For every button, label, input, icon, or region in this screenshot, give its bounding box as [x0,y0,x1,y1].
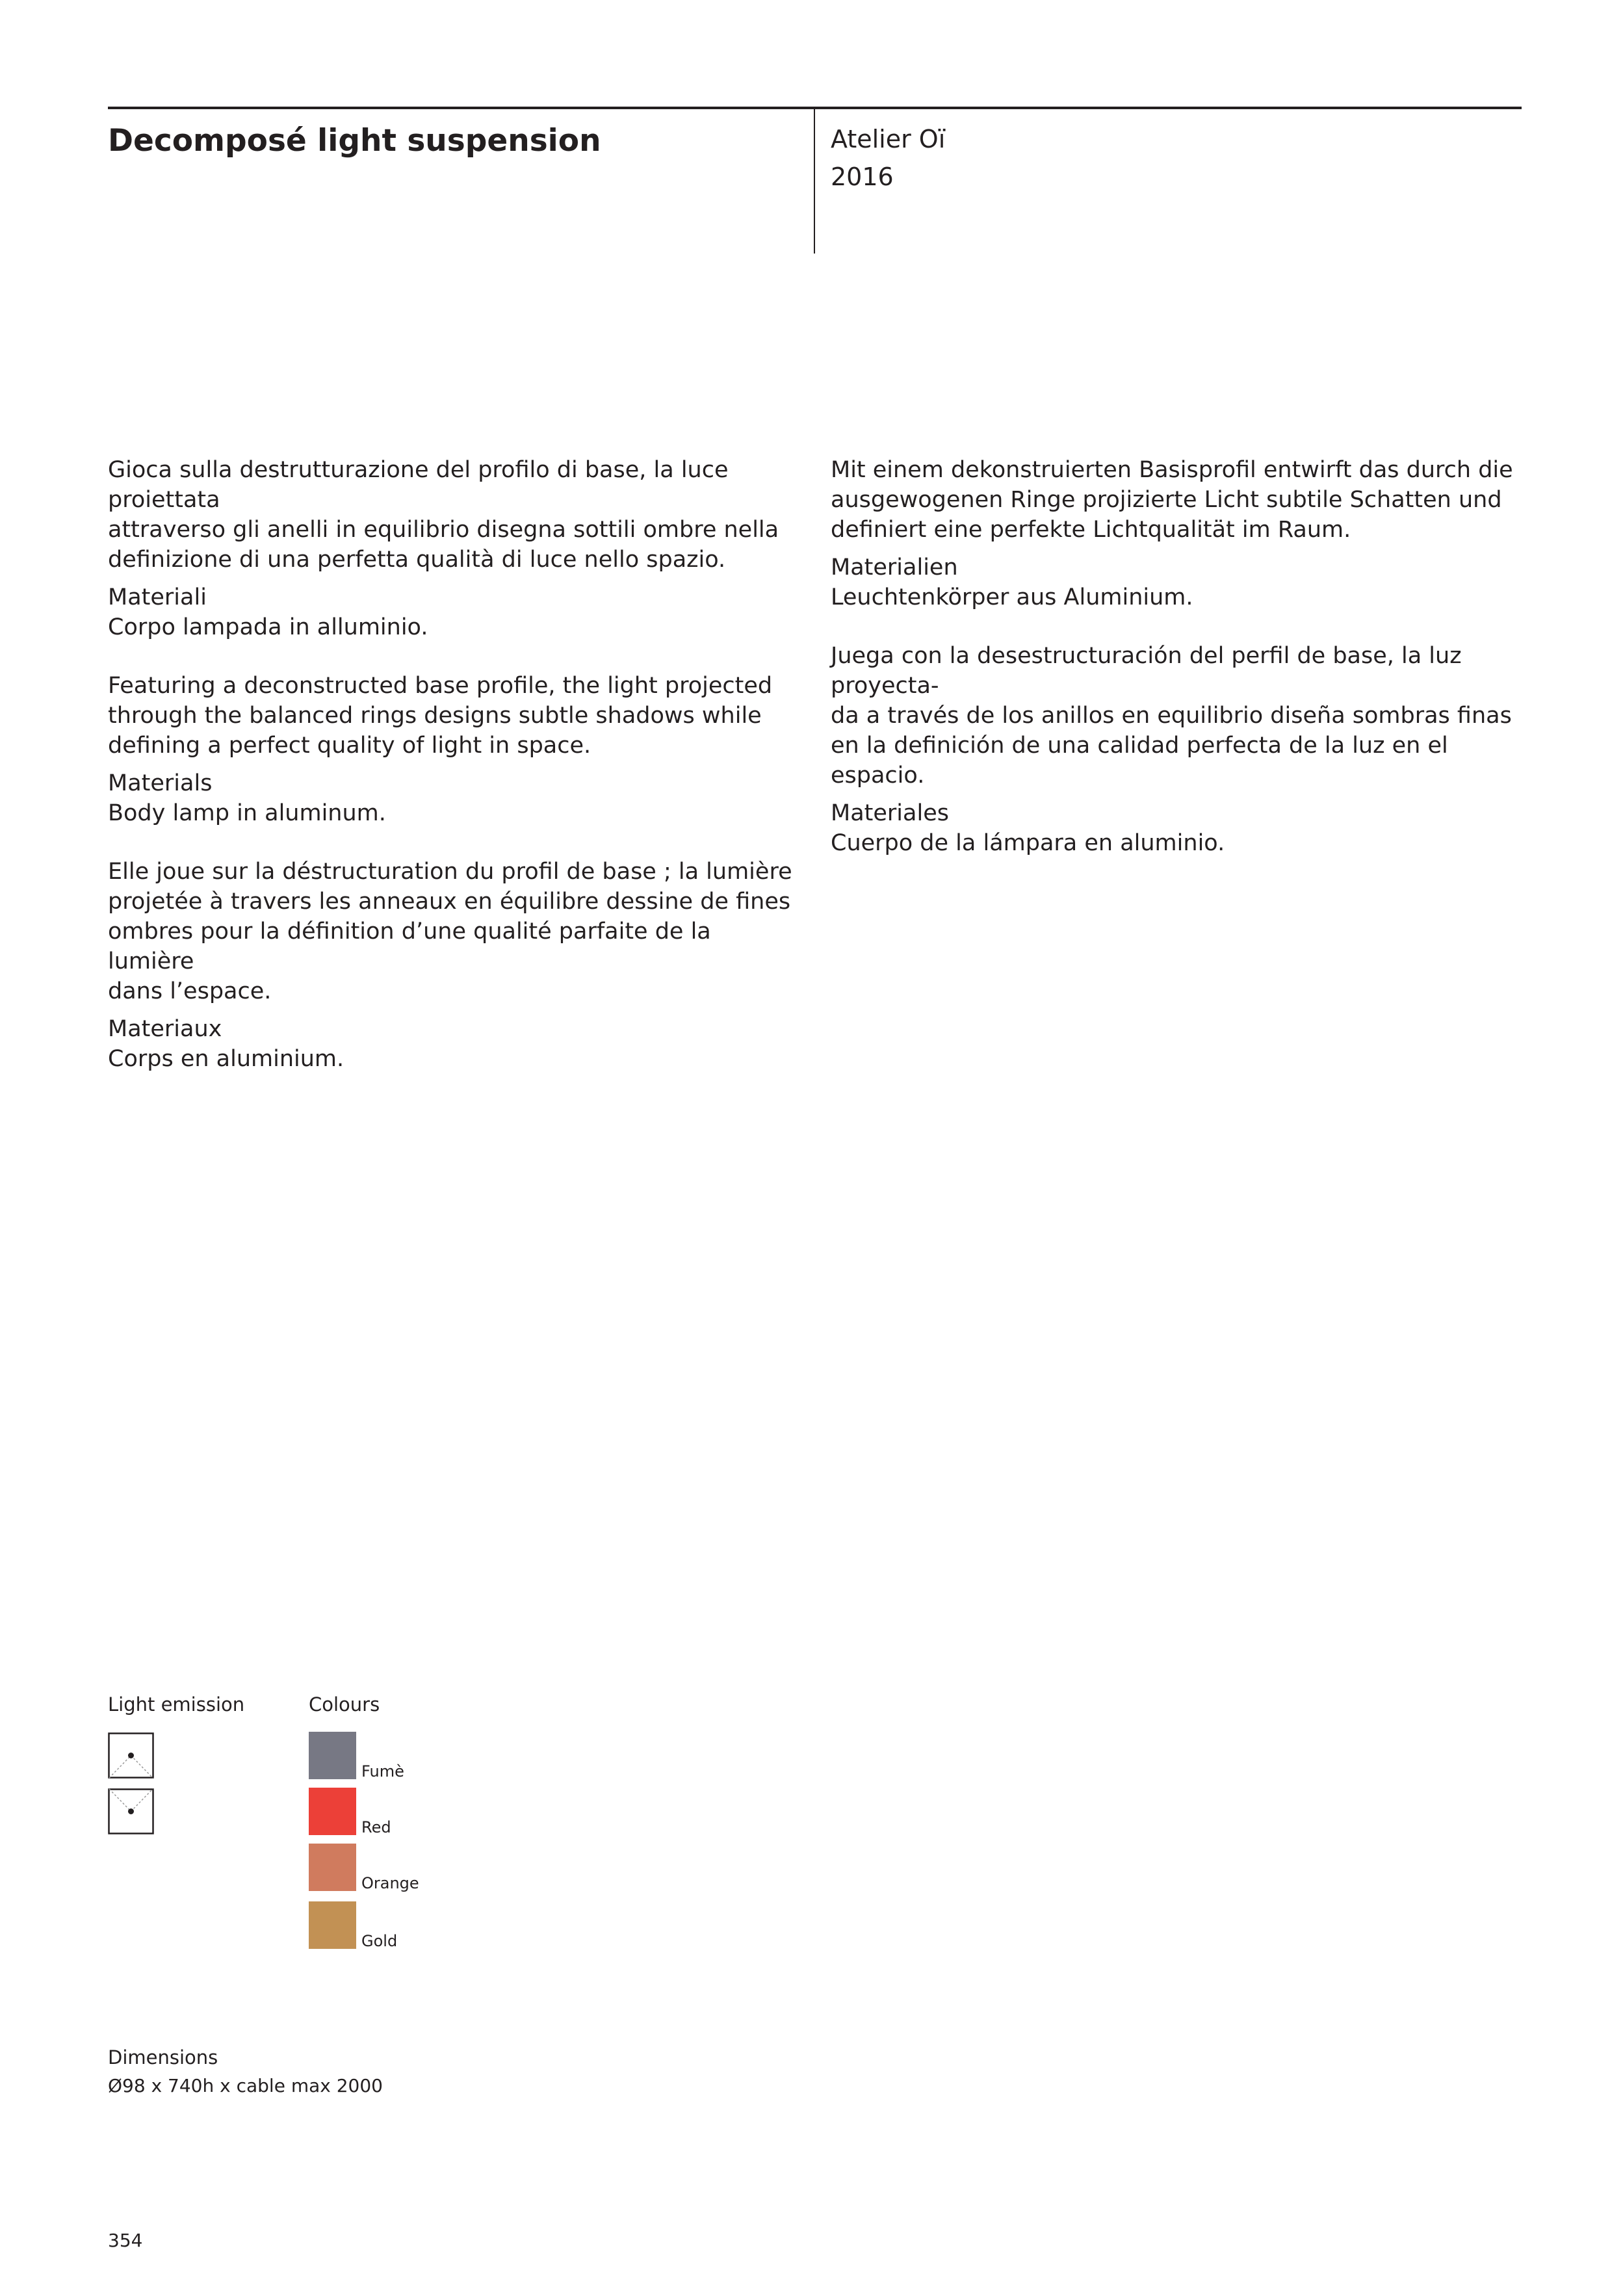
colour-name: Orange [361,1874,419,1892]
description-line: defining a perfect quality of light in space. [108,733,591,759]
description-line: dans l’espace. [108,978,272,1004]
description-line: en la definición de una calidad perfecta de la luz en el espacio. [831,733,1448,789]
description-spanish [831,641,1520,858]
emission-down-icon [108,1732,154,1779]
description-column-left [108,455,797,1074]
colour-swatch [309,1788,356,1835]
colour-name: Gold [361,1932,398,1950]
description-line: Juega con la desestructuración del perfil de base, la luz proyecta- [831,643,1462,699]
designer-name: Atelier Oï [831,125,946,153]
materials-heading: Materiales [831,800,949,826]
description-line: Gioca sulla destrutturazione del profilo di base, la luce proiettata [108,457,729,513]
materials-text: Corps en aluminium. [108,1046,344,1072]
description-line: Featuring a deconstructed base profile, the light projected [108,673,773,699]
description-french [108,857,797,1074]
dimensions-label: Dimensions [108,2046,218,2068]
page-number: 354 [108,2230,143,2251]
colour-swatch [309,1901,356,1949]
colour-swatch [309,1732,356,1779]
description-line: ombres pour la définition d’une qualité parfaite de la lumière [108,919,711,974]
description-line: projetée à travers les anneaux en équilibre dessine de fines [108,889,791,915]
description-line: da a través de los anillos en equilibrio diseña sombras finas [831,703,1512,729]
description-line: definiert eine perfekte Lichtqualität im Raum. [831,517,1351,543]
design-year: 2016 [831,163,894,191]
materials-heading: Materiaux [108,1016,222,1042]
dimensions-value: Ø98 x 740h x cable max 2000 [108,2075,383,2096]
description-line: definizione di una perfetta qualità di luce nello spazio. [108,547,726,573]
materials-heading: Materiali [108,584,207,610]
emission-up-icon [108,1788,154,1834]
description-line: Mit einem dekonstruierten Basisprofil entwirft das durch die [831,457,1513,483]
page-title: Decomposé light suspension [108,123,601,159]
description-english [108,671,797,828]
materials-text: Body lamp in aluminum. [108,800,386,826]
description-italian [108,455,797,642]
description-line: ausgewogenen Ringe projizierte Licht subtile Schatten und [831,487,1502,513]
colours-label: Colours [309,1693,380,1715]
description-german [831,455,1520,612]
materials-text: Cuerpo de la lámpara en aluminio. [831,830,1225,856]
light-emission-label: Light emission [108,1693,245,1715]
materials-text: Corpo lampada in alluminio. [108,614,428,640]
colour-name: Fumè [361,1762,404,1781]
materials-heading: Materialien [831,554,958,581]
colour-name: Red [361,1818,391,1836]
description-column-right [831,455,1520,858]
materials-text: Leuchtenkörper aus Aluminium. [831,584,1193,610]
description-line: attraverso gli anelli in equilibrio disegna sottili ombre nella [108,517,779,543]
description-line: through the balanced rings designs subtle shadows while [108,703,762,729]
description-line: Elle joue sur la déstructuration du profil de base ; la lumière [108,859,792,885]
header-divider [814,108,815,254]
colour-swatch [309,1844,356,1891]
materials-heading: Materials [108,770,213,796]
